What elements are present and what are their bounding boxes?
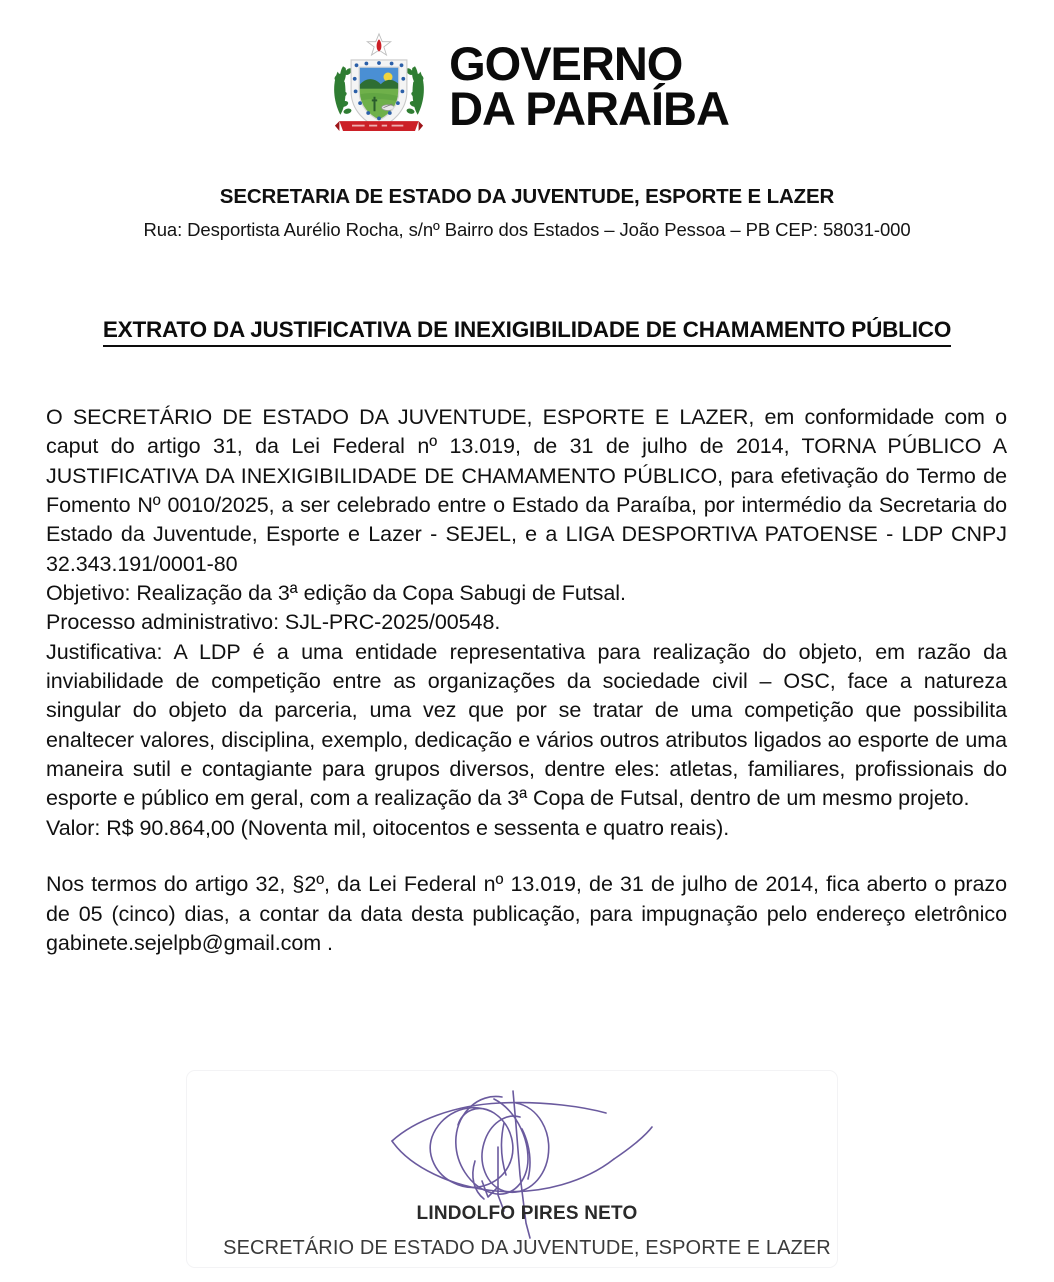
paragraph-impugnacao: Nos termos do artigo 32, §2º, da Lei Federal nº 13.019, de 31 de julho de 2014, fica aberto o prazo de 05 (cinco) dias, a contar da data desta publicação, para impugnação pelo endereço eletrônico gabinete.sejelpb@gmail.com . [46,872,1007,955]
ribbon [335,121,423,131]
government-logo [0,0,1054,142]
paragraph-justificativa: Justificativa: A LDP é a uma entidade representativa para realização do objeto, em razão da inviabilidade de competição entre as organizações da sociedade civil – OSC, face a natureza singular do objeto da parceria, uma vez que por se tratar de uma competição que possibilita enaltecer valores, disciplina, exemplo, dedicação e vários outros atributos ligados ao esporte de uma maneira sutil e contagiante para grupos diversos, dentre eles: atletas, familiares, profissionais do esporte e público em geral, com a realização da 3ª Copa de Futsal, dentro de um mesmo projeto. [46,639,1007,811]
organization-address: Rua: Desportista Aurélio Rocha, s/nº Bairro dos Estados – João Pessoa – PB CEP: 58031-000 [143,219,911,240]
paraiba-coat-of-arms-icon [325,32,433,140]
page-title-text: EXTRATO DA JUSTIFICATIVA DE INEXIGIBILIDADE DE CHAMAMENTO PÚBLICO [103,317,951,347]
organization-name: SECRETARIA DE ESTADO DA JUVENTUDE, ESPORTE E LAZER [219,185,835,208]
wordmark-line-2: DA PARAÍBA [449,81,729,135]
paragraph-valor: Valor: R$ 90.864,00 (Noventa mil, oitocentos e sessenta e quatro reais). [46,815,730,840]
government-wordmark [449,36,729,135]
paragraph-processo: Processo administrativo: SJL-PRC-2025/00548. [46,610,501,635]
wordmark-line-1: GOVERNO [449,36,683,90]
paragraph-preamble: O SECRETÁRIO DE ESTADO DA JUVENTUDE, ESPORTE E LAZER, em conformidade com o caput do artigo 31, da Lei Federal nº 13.019, de 31 de julho de 2014, TORNA PÚBLICO A JUSTIFICATIVA DA INEXIGIBILIDADE DE CHAMAMENTO PÚBLICO, para efetivação do Termo de Fomento Nº 0010/2025, a ser celebrado entre o Estado da Paraíba, por intermédio da Secretaria do Estado da Juventude, Esporte e Lazer - SEJEL, e a LIGA DESPORTIVA PATOENSE - LDP CNPJ 32.343.191/0001-80 [46,405,1007,576]
document-body [0,403,1054,958]
paragraph-objetivo: Objetivo: Realização da 3ª edição da Copa Sabugi de Futsal. [46,581,626,606]
page-title [0,317,1054,347]
signatory-role: SECRETÁRIO DE ESTADO DA JUVENTUDE, ESPORTE E LAZER [223,1237,831,1259]
signature-block [0,1062,1054,1282]
signatory-name: LINDOLFO PIRES NETO [416,1203,638,1224]
